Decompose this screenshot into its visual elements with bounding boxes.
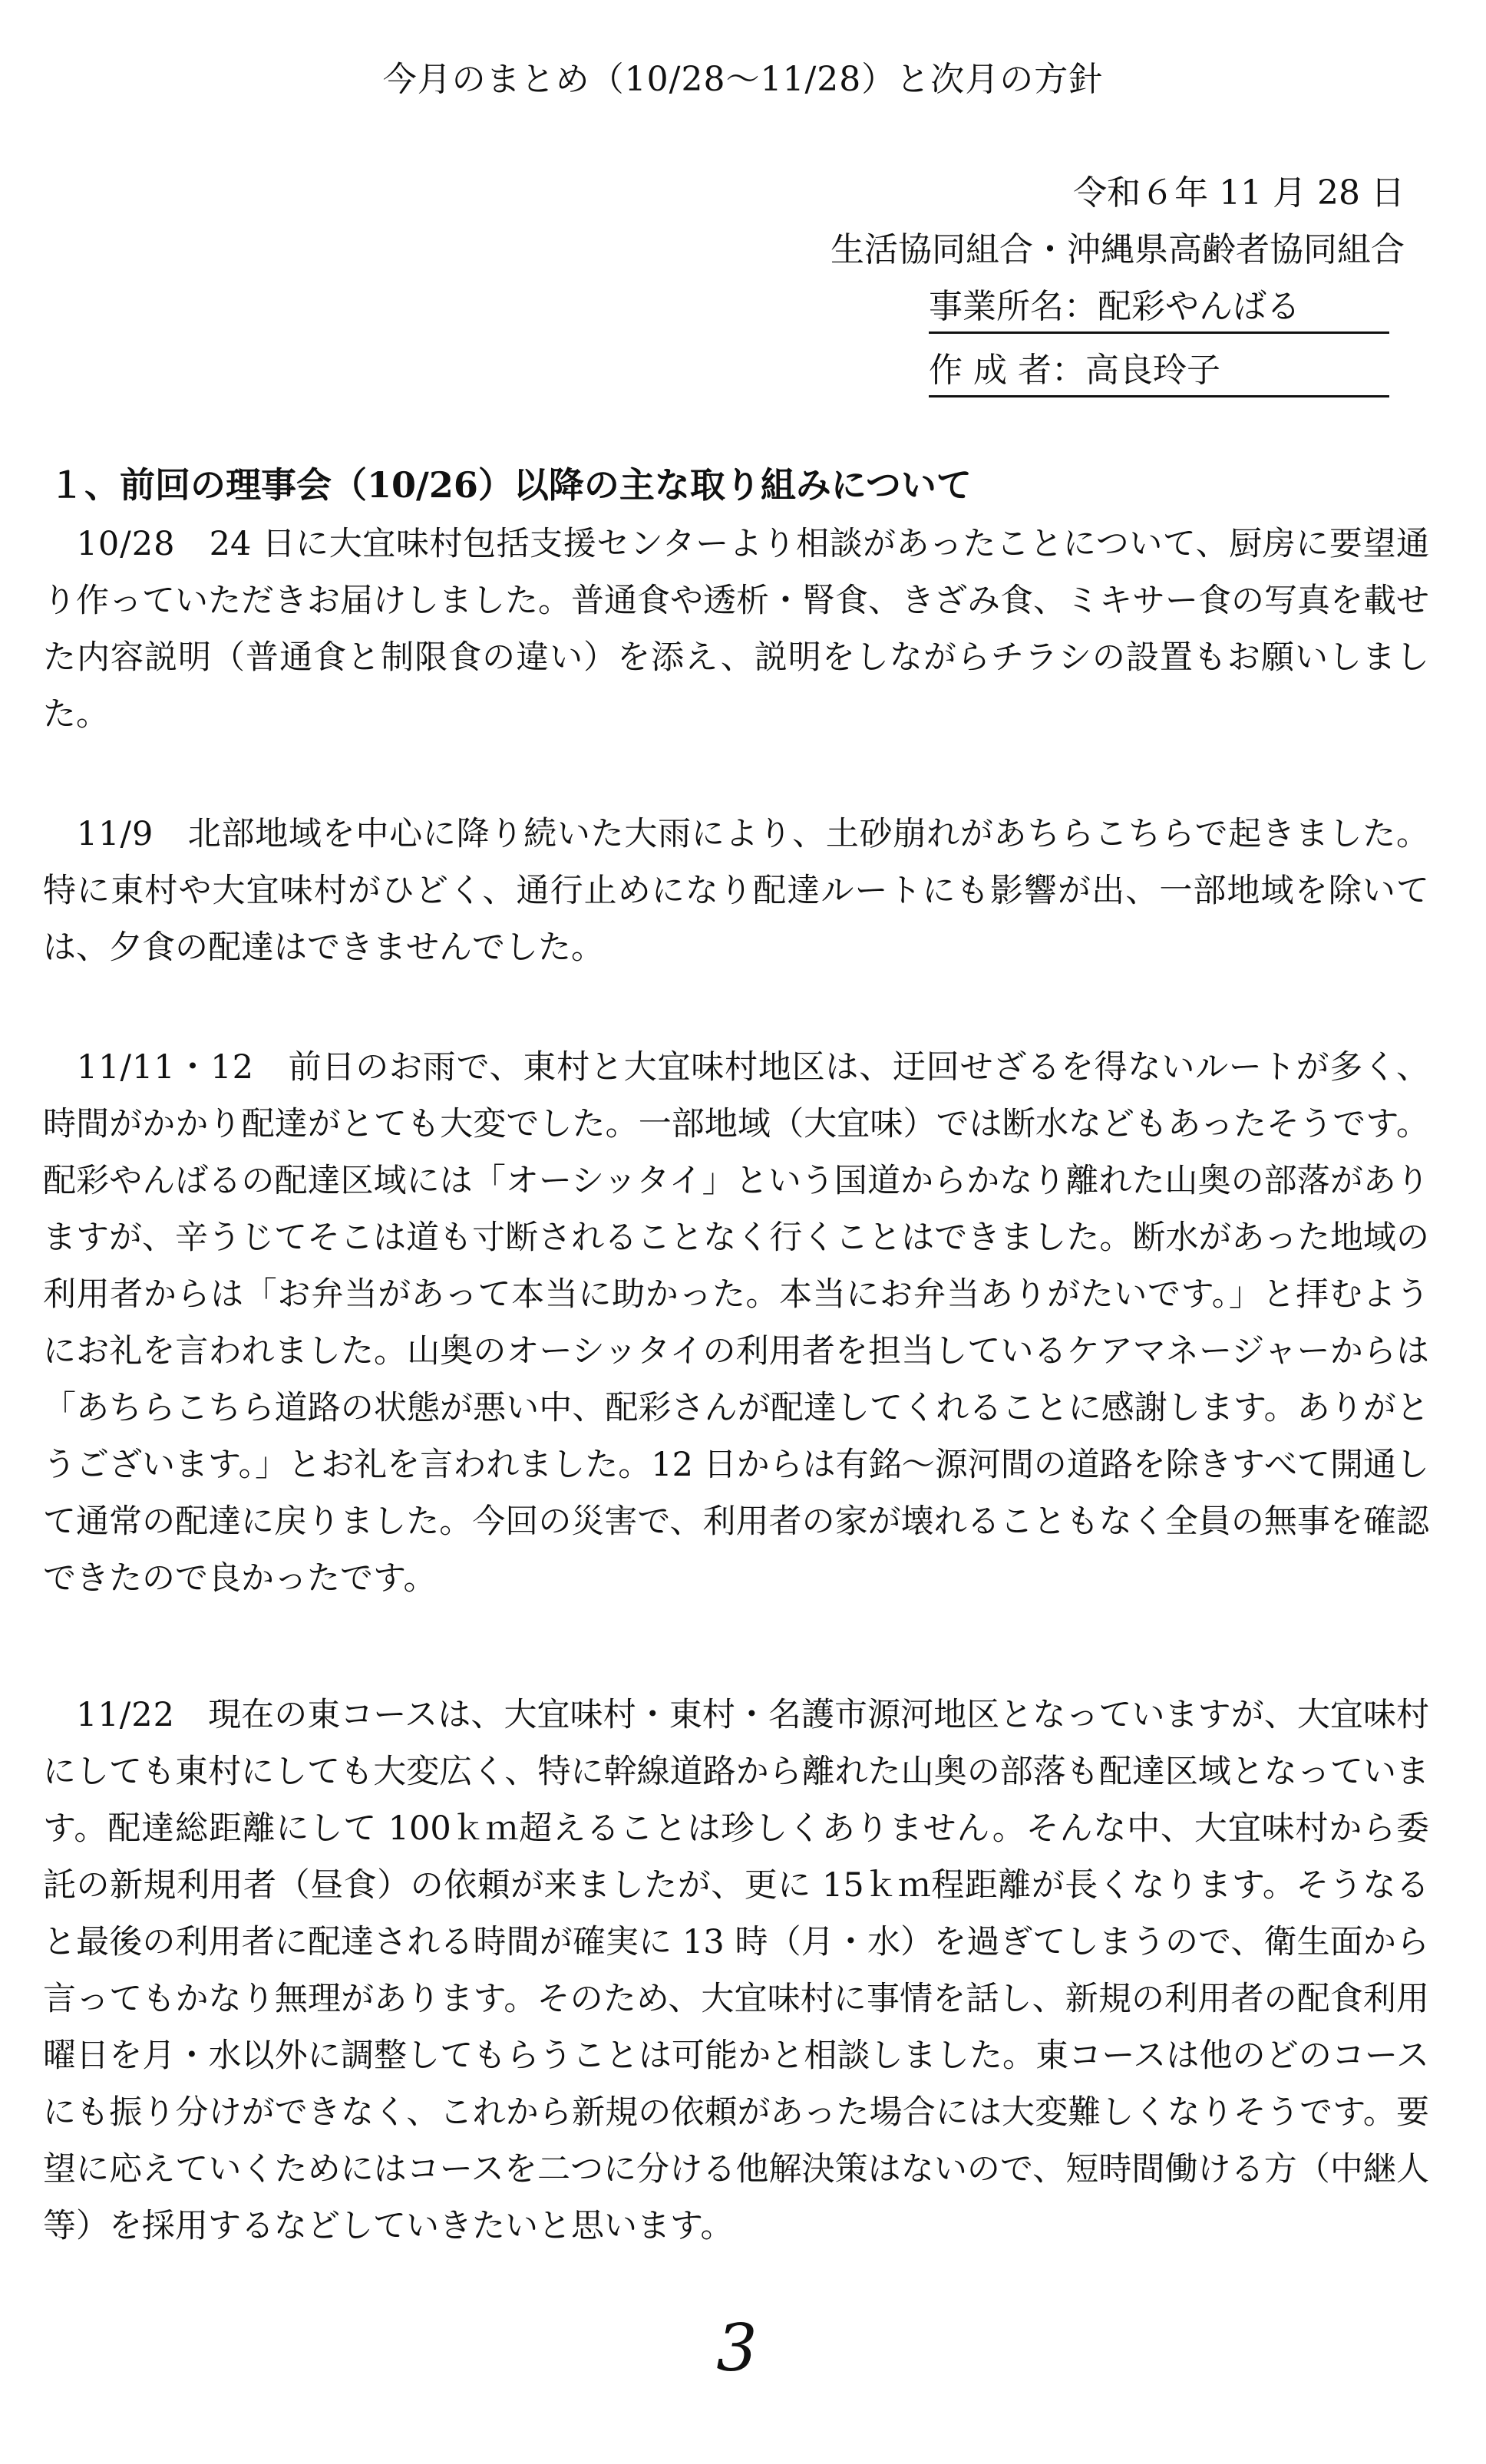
entry-paragraph: [43, 1039, 1429, 1607]
document-meta: [798, 170, 1405, 411]
entry-paragraph: [43, 1687, 1429, 2255]
entry-date: 11/22: [76, 1696, 175, 1734]
office-name: 事業所名：配彩やんばる: [929, 284, 1389, 334]
entry-date: 11/11・12: [76, 1048, 255, 1087]
entry-date: 11/9: [76, 815, 154, 853]
document-title: 今月のまとめ（10/28～11/28）と次月の方針: [382, 60, 1104, 99]
author-name: 作 成 者：高良玲子: [929, 348, 1389, 397]
organization-name: 生活協同組合・沖縄県高齢者協同組合: [831, 230, 1405, 269]
entry-text: 現在の東コースは、大宜味村・東村・名護市源河地区となっていますが、大宜味村にしても東村にしても大変広く、特に幹線道路から離れた山奥の部落も配達区域となっています。配達総距離にして 100ｋｍ超えることは珍しくありません。そんな中、大宜味村から委託の新規利用者（昼食）の依頼が来ましたが、更に 15ｋｍ程距離が長くなります。そうなると最後の利用者に配達される時間が確実に 13 時（月・水）を過ぎてしまうので、衛生面から言ってもかなり無理があります。そのため、大宜味村に事情を話し、新規の利用者の配食利用曜日を月・水以外に調整してもらうことは可能かと相談しました。東コースは他のどのコースにも振り分けができなく、これから新規の依頼があった場合には大変難しくなりそうです。要望に応えていくためにはコースを二つに分ける他解決策はないので、短時間働ける方（中継人等）を採用するなどしていきたいと思います。: [43, 1696, 1430, 2245]
section-heading: １、前回の理事会（10/26）以降の主な取り組みについて: [49, 464, 972, 506]
entry-paragraph: [43, 516, 1429, 743]
entry-text: 24 日に大宜味村包括支援センターより相談があったことについて、厨房に要望通り作っていただきお届けしました。普通食や透析・腎食、きざみ食、ミキサー食の写真を載せた内容説明（普通食と制限食の違い）を添え、説明をしながらチラシの設置もお願いしました。: [43, 525, 1430, 734]
entry-paragraph: [43, 806, 1429, 976]
entry-text: 前日のお雨で、東村と大宜味村地区は、迂回せざるを得ないルートが多く、時間がかかり配達がとても大変でした。一部地域（大宜味）では断水などもあったそうです。配彩やんばるの配達区域には「オーシッタイ」という国道からかなり離れた山奥の部落がありますが、辛うじてそこは道も寸断されることなく行くことはできました。断水があった地域の利用者からは「お弁当があって本当に助かった。本当にお弁当ありがたいです。」と拝むようにお礼を言われました。山奥のオーシッタイの利用者を担当しているケアマネージャーからは「あちらこちら道路の状態が悪い中、配彩さんが配達してくれることに感謝します。ありがとうございます。」とお礼を言われました。12 日からは有銘～源河間の道路を除きすべて開通して通常の配達に戻りました。今回の災害で、利用者の家が壊れることもなく全員の無事を確認できたので良かったです。: [43, 1048, 1430, 1598]
page-number: 3: [716, 2311, 758, 2386]
document-date: 令和６年 11 月 28 日: [1073, 173, 1405, 213]
entry-date: 10/28: [76, 525, 176, 563]
entry-text: 北部地域を中心に降り続いた大雨により、土砂崩れがあちらこちらで起きました。特に東村や大宜味村がひどく、通行止めになり配達ルートにも影響が出、一部地域を除いては、夕食の配達はできませんでした。: [43, 815, 1430, 967]
